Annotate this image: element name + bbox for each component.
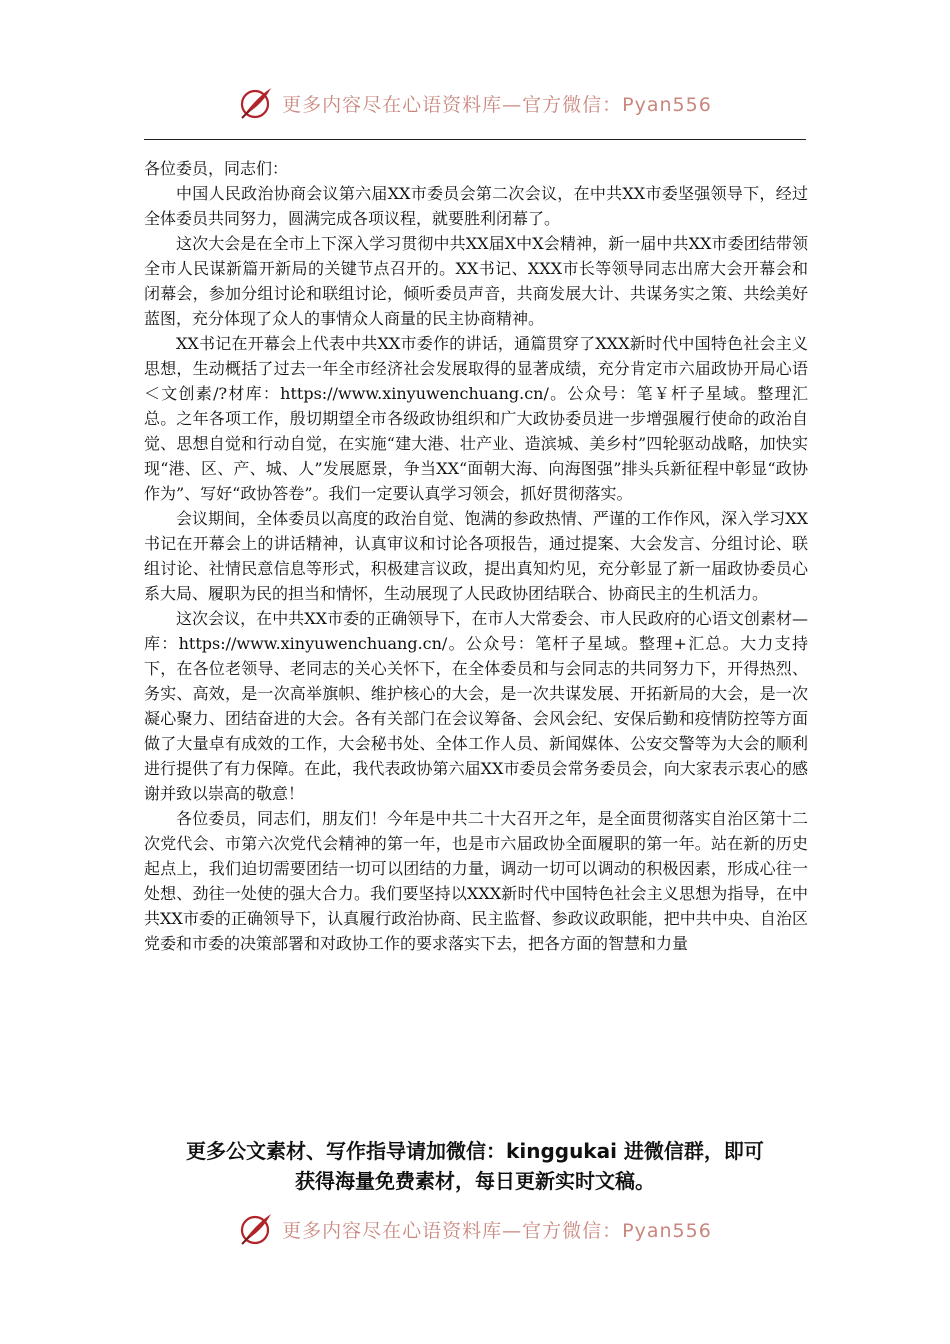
paragraph-3: XX书记在开幕会上代表中共XX市委作的讲话，通篇贯穿了XXX新时代中国特色社会主义思想，生动概括了过去一年全市经济社会发展取得的显著成绩，充分肯定市六届政协开局心语＜文创素/?材库：https://www.xinyuwenchuang.cn/。公众号：笔￥杆子星域。整理汇总。之年各项工作，殷切期望全市各级政协组织和广大政协委员进一步增强履行使命的政治自觉、思想自觉和行动自觉，在实施“建大港、壮产业、造滨城、美乡村”四轮驱动战略，加快实现“港、区、产、城、人”发展愿景，争当XX“面朝大海、向海图强”排头兵新征程中彰显“政协作为”、写好“政协答卷”。我们一定要认真学习领会，抓好贯彻落实。 <box>144 334 808 503</box>
document-body <box>144 156 808 1056</box>
header-banner-text: 更多内容尽在心语资料库—官方微信：Pyan556 <box>282 93 712 116</box>
promo-notice <box>0 1136 950 1196</box>
footer-banner <box>0 1206 950 1252</box>
footer-wechat-id: Pyan556 <box>622 1219 712 1242</box>
header-banner <box>0 80 950 126</box>
header-wechat-id: Pyan556 <box>622 93 712 116</box>
salutation: 各位委员，同志们： <box>144 159 289 178</box>
quill-pen-logo-icon <box>238 85 274 121</box>
footer-banner-content <box>238 1211 712 1247</box>
header-banner-content <box>238 85 712 121</box>
quill-pen-logo-icon <box>238 1211 274 1247</box>
header-divider <box>144 139 806 140</box>
promo-line-1: 更多公文素材、写作指导请加微信：kinggukai 进微信群，即可 <box>186 1139 764 1163</box>
paragraph-5: 这次会议，在中共XX市委的正确领导下，在市人大常委会、市人民政府的心语文创素材—库：https://www.xinyuwenchuang.cn/。公众号：笔杆子星域。整理+汇总。大力支持下，在各位老领导、老同志的关心关怀下，在全体委员和与会同志的共同努力下，开得热烈、务实、高效，是一次高举旗帜、维护核心的大会，是一次共谋发展、开拓新局的大会，是一次凝心聚力、团结奋进的大会。各有关部门在会议筹备、会风会纪、安保后勤和疫情防控等方面做了大量卓有成效的工作，大会秘书处、全体工作人员、新闻媒体、公安交警等为大会的顺利进行提供了有力保障。在此，我代表政协第六届XX市委员会常务委员会，向大家表示衷心的感谢并致以崇高的敬意！ <box>144 609 808 803</box>
paragraph-6: 各位委员，同志们，朋友们！今年是中共二十大召开之年，是全面贯彻落实自治区第十二次党代会、市第六次党代会精神的第一年，也是市六届政协全面履职的第一年。站在新的历史起点上，我们迫切需要团结一切可以团结的力量，调动一切可以调动的积极因素，形成心往一处想、劲往一处使的强大合力。我们要坚持以XXX新时代中国特色社会主义思想为指导，在中共XX市委的正确领导下，认真履行政治协商、民主监督、参政议政职能，把中共中央、自治区党委和市委的决策部署和对政协工作的要求落实下去，把各方面的智慧和力量 <box>144 809 808 953</box>
paragraph-1: 中国人民政治协商会议第六届XX市委员会第二次会议，在中共XX市委坚强领导下，经过全体委员共同努力，圆满完成各项议程，就要胜利闭幕了。 <box>144 184 808 228</box>
paragraph-2: 这次大会是在全市上下深入学习贯彻中共XX届X中X会精神，新一届中共XX市委团结带领全市人民谋新篇开新局的关键节点召开的。XX书记、XXX市长等领导同志出席大会开幕会和闭幕会，参加分组讨论和联组讨论，倾听委员声音，共商发展大计、共谋务实之策、共绘美好蓝图，充分体现了众人的事情众人商量的民主协商精神。 <box>144 234 808 328</box>
promo-line-2: 获得海量免费素材，每日更新实时文稿。 <box>295 1169 655 1193</box>
paragraph-4: 会议期间，全体委员以高度的政治自觉、饱满的参政热情、严谨的工作作风，深入学习XX书记在开幕会上的讲话精神，认真审议和讨论各项报告，通过提案、大会发言、分组讨论、联组讨论、社情民意信息等形式，积极建言议政，提出真知灼见，充分彰显了新一届政协委员心系大局、履职为民的担当和情怀，生动展现了人民政协团结联合、协商民主的生机活力。 <box>144 509 808 603</box>
footer-banner-text: 更多内容尽在心语资料库—官方微信：Pyan556 <box>282 1219 712 1242</box>
